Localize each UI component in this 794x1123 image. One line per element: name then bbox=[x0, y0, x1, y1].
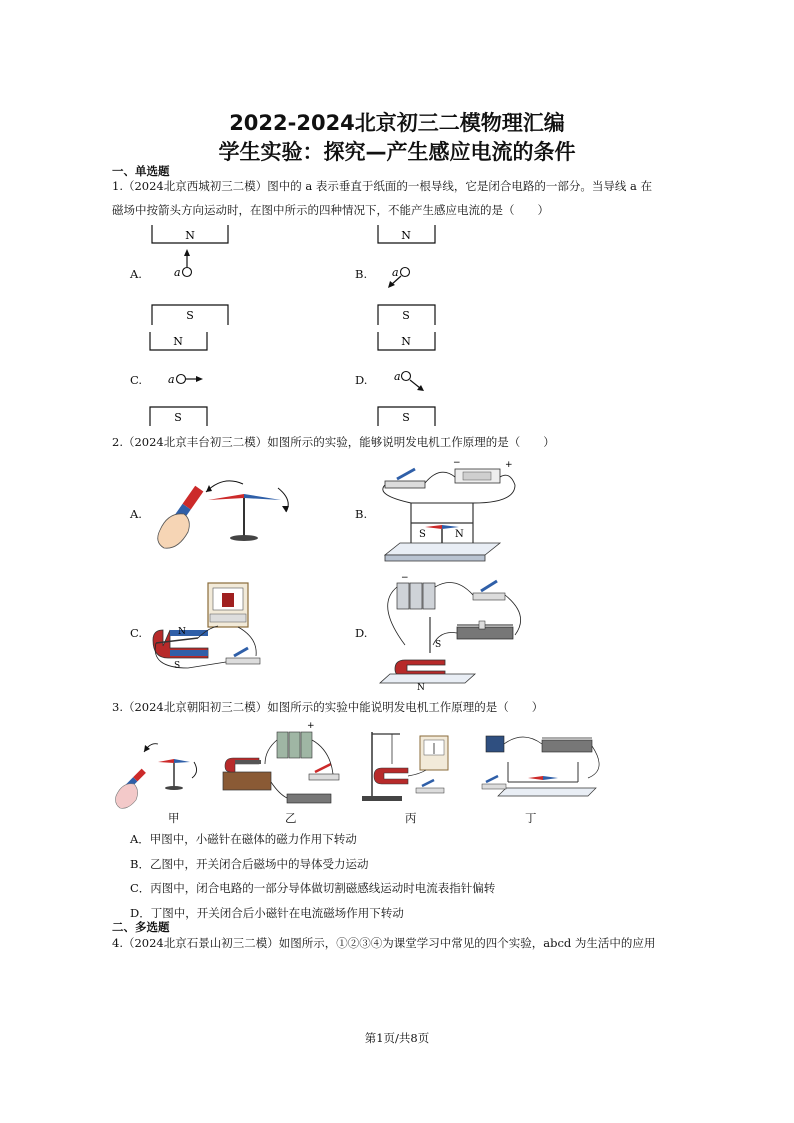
q1-figure-c bbox=[150, 332, 210, 426]
wire-conductor bbox=[183, 268, 192, 277]
switch-base bbox=[385, 481, 425, 488]
motion-arrow bbox=[410, 380, 420, 388]
q2-figure-b bbox=[375, 455, 525, 570]
q2-option-d: D. bbox=[355, 626, 368, 640]
rheostat bbox=[287, 794, 331, 803]
q3-figure-bing bbox=[360, 728, 460, 808]
base-board bbox=[385, 543, 500, 555]
svg-text:S: S bbox=[174, 661, 181, 671]
svg-text:a: a bbox=[168, 373, 175, 386]
switch-base bbox=[226, 658, 260, 664]
switch-lever bbox=[397, 469, 415, 479]
q3-caption-ding: 丁 bbox=[525, 811, 537, 825]
hand bbox=[158, 514, 190, 548]
svg-text:N: N bbox=[401, 335, 411, 348]
svg-text:S: S bbox=[186, 309, 194, 322]
q3-choice-a: A．甲图中，小磁针在磁体的磁力作用下转动 bbox=[130, 832, 357, 846]
q3-caption-jia: 甲 bbox=[168, 811, 180, 825]
q2-figure-c bbox=[148, 578, 278, 673]
section-single-choice: 一、单选题 bbox=[112, 164, 170, 178]
battery-cell bbox=[397, 583, 409, 609]
svg-text:S: S bbox=[174, 411, 182, 424]
q3-choice-c: C．丙图中，闭合电路的一部分导体做切割磁感线运动时电流表指针偏转 bbox=[130, 881, 496, 895]
q3-figure-jia bbox=[112, 720, 202, 810]
q1-figure-b bbox=[378, 225, 438, 325]
svg-text:−: − bbox=[453, 458, 461, 468]
q3-line1: 3.（2024北京朝阳初三二模）如图所示的实验中能说明发电机工作原理的是（ ） bbox=[112, 700, 544, 714]
svg-text:N: N bbox=[178, 627, 186, 637]
q1-option-b: B. bbox=[355, 267, 368, 281]
svg-text:S: S bbox=[402, 411, 410, 424]
svg-text:a: a bbox=[174, 266, 181, 279]
svg-text:+: + bbox=[505, 460, 513, 470]
rheostat bbox=[542, 740, 592, 752]
q4-line1: 4.（2024北京石景山初三二模）如图所示，①②③④为课堂学习中常见的四个实验，abcd 为生活中的应用 bbox=[112, 936, 656, 950]
svg-text:S: S bbox=[419, 529, 426, 540]
q3-caption-yi: 乙 bbox=[285, 811, 297, 825]
q2-option-c: C. bbox=[130, 626, 143, 640]
q3-choice-d: D．丁图中，开关闭合后小磁针在电流磁场作用下转动 bbox=[130, 906, 404, 920]
q1-line2: 磁场中按箭头方向运动时，在图中所示的四种情况下，不能产生感应电流的是（ ） bbox=[112, 203, 549, 217]
q2-option-b: B. bbox=[355, 507, 368, 521]
q2-figure-d bbox=[375, 573, 525, 693]
q1-figure-a bbox=[150, 225, 230, 325]
document-subtitle: 学生实验：探究—产生感应电流的条件 bbox=[218, 140, 576, 164]
needle-red bbox=[208, 494, 244, 500]
switch-base bbox=[473, 593, 505, 600]
needle-blue bbox=[244, 494, 281, 500]
q2-line1: 2.（2024北京丰台初三二模）如图所示的实验，能够说明发电机工作原理的是（ ） bbox=[112, 435, 555, 449]
svg-text:−: − bbox=[401, 573, 409, 583]
svg-text:S: S bbox=[402, 309, 410, 322]
q1-option-a: A. bbox=[130, 267, 142, 281]
q3-figure-ding bbox=[468, 730, 608, 805]
q1-figure-d bbox=[378, 332, 438, 426]
svg-text:N: N bbox=[401, 229, 411, 242]
q2-option-a: A. bbox=[130, 507, 142, 521]
q1-option-c: C. bbox=[130, 373, 143, 387]
svg-text:a: a bbox=[394, 370, 401, 383]
svg-text:N: N bbox=[455, 529, 464, 540]
document-title: 2022-2024北京初三二模物理汇编 bbox=[229, 111, 565, 135]
n-pole-label: N bbox=[185, 229, 195, 242]
svg-text:a: a bbox=[392, 266, 399, 279]
page-footer: 第1页/共8页 bbox=[364, 1031, 430, 1045]
q1-option-d: D. bbox=[355, 373, 368, 387]
section-multiple-choice: 二、多选题 bbox=[112, 920, 170, 934]
wooden-base bbox=[223, 772, 271, 790]
svg-text:S: S bbox=[435, 640, 442, 650]
svg-text:+: + bbox=[307, 721, 315, 731]
q3-caption-bing: 丙 bbox=[405, 811, 417, 825]
q2-figure-a bbox=[148, 470, 298, 555]
q1-line1: 1.（2024北京西城初三二模）图中的 a 表示垂直于纸面的一根导线，它是闭合电路的一部分。当导线 a 在 bbox=[112, 179, 653, 193]
q3-figure-yi bbox=[215, 720, 345, 810]
q3-choice-b: B．乙图中，开关闭合后磁场中的导体受力运动 bbox=[130, 857, 369, 871]
svg-text:N: N bbox=[417, 683, 425, 693]
svg-text:N: N bbox=[173, 335, 183, 348]
